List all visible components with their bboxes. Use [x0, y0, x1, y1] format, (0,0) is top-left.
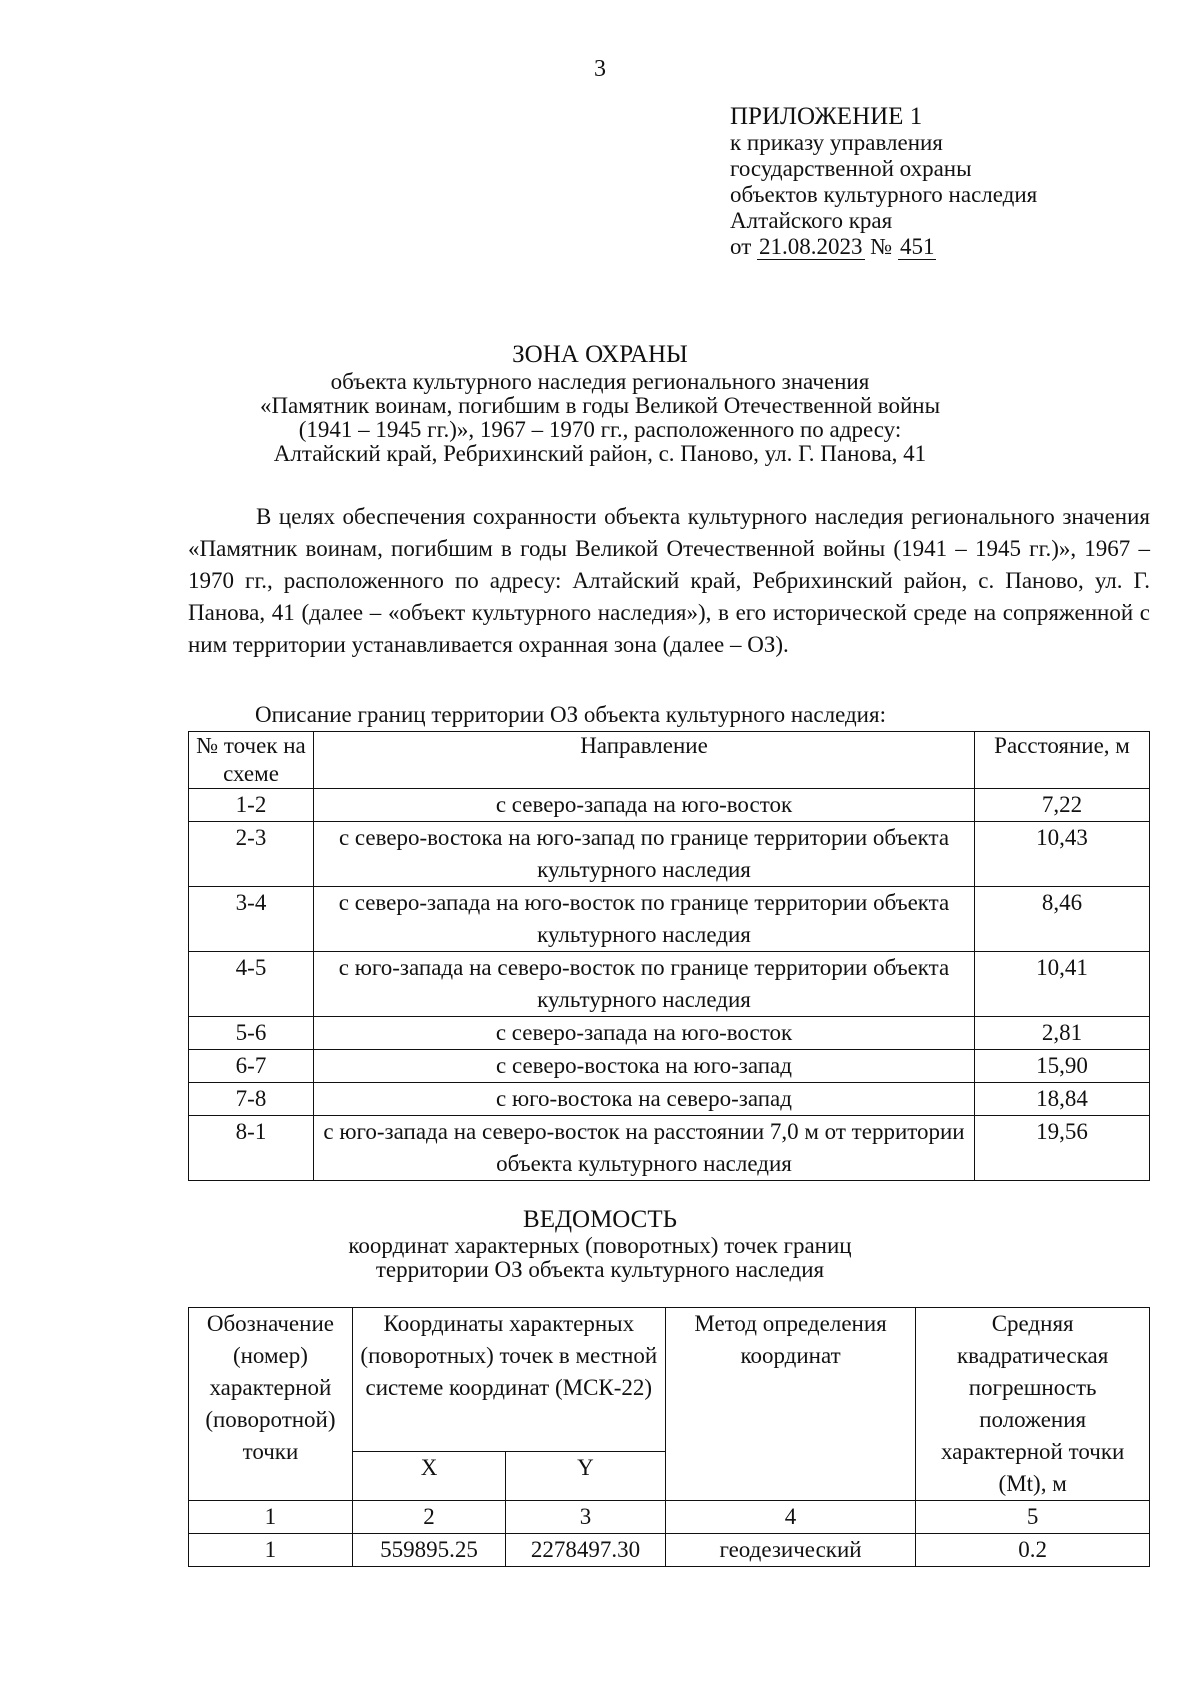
cell-x: 559895.25 [352, 1534, 505, 1567]
table-row [189, 789, 1150, 822]
column-number: 3 [506, 1501, 666, 1534]
cell-direction: с северо-востока на юго-запад по границе территории объекта культурного наследия [314, 822, 975, 887]
cell-points: 3-4 [189, 887, 314, 952]
appendix-line: государственной охраны [730, 156, 972, 181]
boundary-table [188, 731, 1150, 1181]
cell-points: 7-8 [189, 1083, 314, 1116]
cell-distance: 10,43 [975, 822, 1150, 887]
zone-subtitle-line: объекта культурного наследия регионального значения [330, 369, 870, 394]
cell-direction: с северо-запада на юго-восток по границе территории объекта культурного наследия [314, 887, 975, 952]
boundary-caption: Описание границ территории ОЗ объекта культурного наследия: [255, 702, 886, 727]
cell-points: 1-2 [189, 789, 314, 822]
vedomost-header [0, 1206, 1200, 1282]
header-coordinates: Координаты характерных (поворотных) точек в местной системе координат (МСК-22) [352, 1308, 665, 1452]
cell-distance: 10,41 [975, 952, 1150, 1017]
table-row [189, 1017, 1150, 1050]
page-number: 3 [594, 56, 606, 82]
cell-points: 8-1 [189, 1116, 314, 1181]
header-distance: Расстояние, м [975, 732, 1150, 789]
cell-points: 5-6 [189, 1017, 314, 1050]
appendix-line: объектов культурного наследия [730, 182, 1038, 207]
cell-distance: 8,46 [975, 887, 1150, 952]
header-x: X [352, 1452, 505, 1501]
cell-points: 2-3 [189, 822, 314, 887]
table-row [189, 952, 1150, 1017]
table-row [189, 1083, 1150, 1116]
column-number: 5 [916, 1501, 1150, 1534]
header-designation: Обозначение (номер) характерной (поворотной) точки [189, 1308, 353, 1501]
table-row [189, 1534, 1150, 1567]
table-row [189, 822, 1150, 887]
cell-distance: 2,81 [975, 1017, 1150, 1050]
order-number: 451 [899, 234, 935, 259]
cell-points: 6-7 [189, 1050, 314, 1083]
appendix-block [730, 104, 1037, 260]
boundary-table-header [189, 732, 1150, 789]
header-error: Средняя квадратическая погрешность положения характерной точки (Mt), м [916, 1308, 1150, 1501]
cell-point: 1 [189, 1534, 353, 1567]
appendix-line: к приказу управления [730, 130, 943, 155]
cell-y: 2278497.30 [506, 1534, 666, 1567]
vedomost-title: ВЕДОМОСТЬ [523, 1206, 677, 1233]
cell-direction: с юго-запада на северо-восток на расстоянии 7,0 м от территории объекта культурного наследия [314, 1116, 975, 1181]
cell-direction: с северо-запада на юго-восток [314, 789, 975, 822]
coordinates-table [188, 1307, 1150, 1567]
cell-direction: с северо-востока на юго-запад [314, 1050, 975, 1083]
intro-paragraph-block [188, 501, 1150, 661]
cell-error: 0.2 [916, 1534, 1150, 1567]
cell-distance: 18,84 [975, 1083, 1150, 1116]
vedomost-subtitle-line: территории ОЗ объекта культурного наследия [375, 1257, 825, 1282]
coord-header-row [189, 1308, 1150, 1452]
zone-subtitle-line: (1941 – 1945 гг.)», 1967 – 1970 гг., расположенного по адресу: [298, 417, 902, 442]
cell-direction: с юго-запада на северо-восток по границе территории объекта культурного наследия [314, 952, 975, 1017]
cell-distance: 15,90 [975, 1050, 1150, 1083]
zone-title: ЗОНА ОХРАНЫ [512, 341, 688, 368]
column-number: 4 [665, 1501, 916, 1534]
table-row [189, 887, 1150, 952]
zone-header [0, 340, 1200, 466]
appendix-date-line [730, 234, 1037, 260]
cell-direction: с северо-запада на юго-восток [314, 1017, 975, 1050]
header-y: Y [506, 1452, 666, 1501]
header-method: Метод определения координат [665, 1308, 916, 1501]
date-prefix: от [730, 234, 752, 259]
intro-paragraph: В целях обеспечения сохранности объекта культурного наследия регионального значения «Памятник воинам, погибшим в годы Великой Отечественной войны (1941 – 1945 гг.)», 1967 – 1970 гг., расположенного по адресу: Алтайский край, Ребрихинский район, с. Паново, ул. Г. Панова, 41 (далее – «объект культурного наследия»), в его исторической среде на сопряженной с ним территории устанавливается охранная зона (далее – ОЗ). [188, 504, 1150, 657]
zone-subtitle-line: «Памятник воинам, погибшим в годы Великой Отечественной войны [259, 393, 941, 418]
cell-method: геодезический [665, 1534, 916, 1567]
appendix-line: Алтайского края [730, 208, 893, 233]
zone-subtitle-line: Алтайский край, Ребрихинский район, с. Паново, ул. Г. Панова, 41 [273, 441, 927, 466]
vedomost-subtitle-line: координат характерных (поворотных) точек границ [348, 1233, 852, 1258]
header-points: № точек на схеме [189, 732, 314, 789]
table-row [189, 1050, 1150, 1083]
column-number: 2 [352, 1501, 505, 1534]
appendix-title: ПРИЛОЖЕНИЕ 1 [730, 103, 923, 130]
cell-distance: 7,22 [975, 789, 1150, 822]
column-number: 1 [189, 1501, 353, 1534]
header-direction: Направление [314, 732, 975, 789]
column-number-row [189, 1501, 1150, 1534]
cell-points: 4-5 [189, 952, 314, 1017]
number-sign: № [870, 234, 893, 259]
cell-direction: с юго-востока на северо-запад [314, 1083, 975, 1116]
table-row [189, 1116, 1150, 1181]
order-date: 21.08.2023 [759, 234, 863, 259]
cell-distance: 19,56 [975, 1116, 1150, 1181]
